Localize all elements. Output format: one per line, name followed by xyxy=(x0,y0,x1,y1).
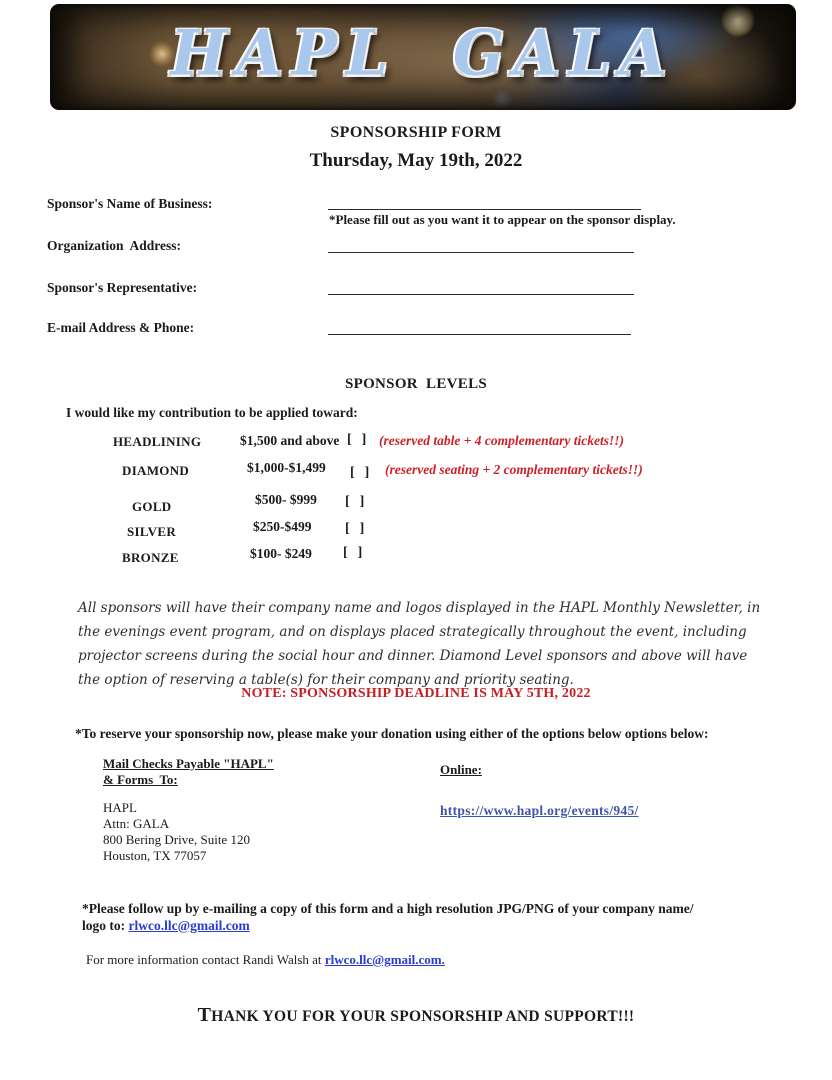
mail-checks-heading-line1: Mail Checks Payable "HAPL" xyxy=(103,756,274,771)
reserve-instruction: *To reserve your sponsorship now, please make your donation using either of the options below options below: xyxy=(75,726,709,741)
level-amount-headlining: $1,500 and above xyxy=(240,433,340,448)
followup-line2-prefix: logo to: xyxy=(82,917,129,933)
online-heading: Online: xyxy=(440,762,482,777)
gala-banner-title: HAPL GALA xyxy=(170,17,676,91)
level-name-gold: GOLD xyxy=(132,499,172,514)
level-name-bronze: BRONZE xyxy=(122,550,179,565)
sponsor-benefits-paragraph: All sponsors will have their company name and logos displayed in the HAPL Monthly Newsletter, in the evenings event program, and on displays placed strategically throughout the event, including projector screens during the social hour and dinner. Diamond Level sponsors and above will have the option of reserving a table(s) for their company and priority seating. xyxy=(78,600,761,688)
diamond-checkbox[interactable]: [ ] xyxy=(350,465,371,480)
organization-address-label: Organization Address: xyxy=(47,238,182,253)
email-phone-input-line[interactable] xyxy=(328,318,631,335)
level-perk-headlining: (reserved table + 4 complementary tickets!!) xyxy=(379,433,625,448)
level-perk-diamond: (reserved seating + 2 complementary tickets!!) xyxy=(385,462,643,477)
level-amount-bronze: $100- $249 xyxy=(250,546,312,561)
contact-email-link[interactable]: rlwco.llc@gmail.com. xyxy=(324,952,445,967)
mail-checks-heading-line2: & Forms To: xyxy=(103,772,178,787)
followup-note xyxy=(82,901,782,934)
gala-banner-image xyxy=(50,4,796,110)
address-line-street: 800 Bering Drive, Suite 120 xyxy=(103,832,250,847)
headlining-checkbox[interactable]: [ ] xyxy=(347,432,368,447)
followup-email-link[interactable]: rlwco.llc@gmail.com xyxy=(128,917,250,933)
level-name-headlining: HEADLINING xyxy=(113,434,202,449)
level-amount-silver: $250-$499 xyxy=(253,519,312,534)
level-name-silver: SILVER xyxy=(127,524,177,539)
address-line-org: HAPL xyxy=(103,800,137,815)
business-name-label: Sponsor's Name of Business: xyxy=(47,196,213,211)
followup-line1: *Please follow up by e-mailing a copy of this form and a high resolution JPG/PNG of your company name/ xyxy=(82,901,694,916)
contact-prefix: For more information contact Randi Walsh at xyxy=(86,952,325,967)
form-title: SPONSORSHIP FORM xyxy=(330,124,502,141)
level-amount-diamond: $1,000-$1,499 xyxy=(247,460,326,475)
deadline-note: NOTE: SPONSORSHIP DEADLINE IS MAY 5TH, 2022 xyxy=(241,686,591,701)
organization-address-input-line[interactable] xyxy=(328,236,634,253)
representative-input-line[interactable] xyxy=(328,278,634,295)
address-line-city: Houston, TX 77057 xyxy=(103,848,207,863)
email-phone-label: E-mail Address & Phone: xyxy=(47,320,195,335)
gold-checkbox[interactable]: [ ] xyxy=(345,494,366,509)
business-name-input-line[interactable] xyxy=(328,193,641,210)
level-amount-gold: $500- $999 xyxy=(255,492,317,507)
thank-you-line: THANK YOU FOR YOUR SPONSORSHIP AND SUPPORT!!! xyxy=(197,1004,635,1026)
bronze-checkbox[interactable]: [ ] xyxy=(343,545,364,560)
sponsor-display-note: *Please fill out as you want it to appear on the sponsor display. xyxy=(329,212,676,227)
contribution-intro: I would like my contribution to be applied toward: xyxy=(66,405,358,420)
address-line-attn: Attn: GALA xyxy=(103,816,170,831)
contact-line xyxy=(86,952,445,968)
level-name-diamond: DIAMOND xyxy=(122,463,190,478)
sponsor-levels-heading: SPONSOR LEVELS xyxy=(344,376,488,392)
representative-label: Sponsor's Representative: xyxy=(47,280,198,295)
event-date: Thursday, May 19th, 2022 xyxy=(309,150,523,171)
online-registration-link[interactable]: https://www.hapl.org/events/945/ xyxy=(440,803,639,818)
silver-checkbox[interactable]: [ ] xyxy=(345,521,366,536)
